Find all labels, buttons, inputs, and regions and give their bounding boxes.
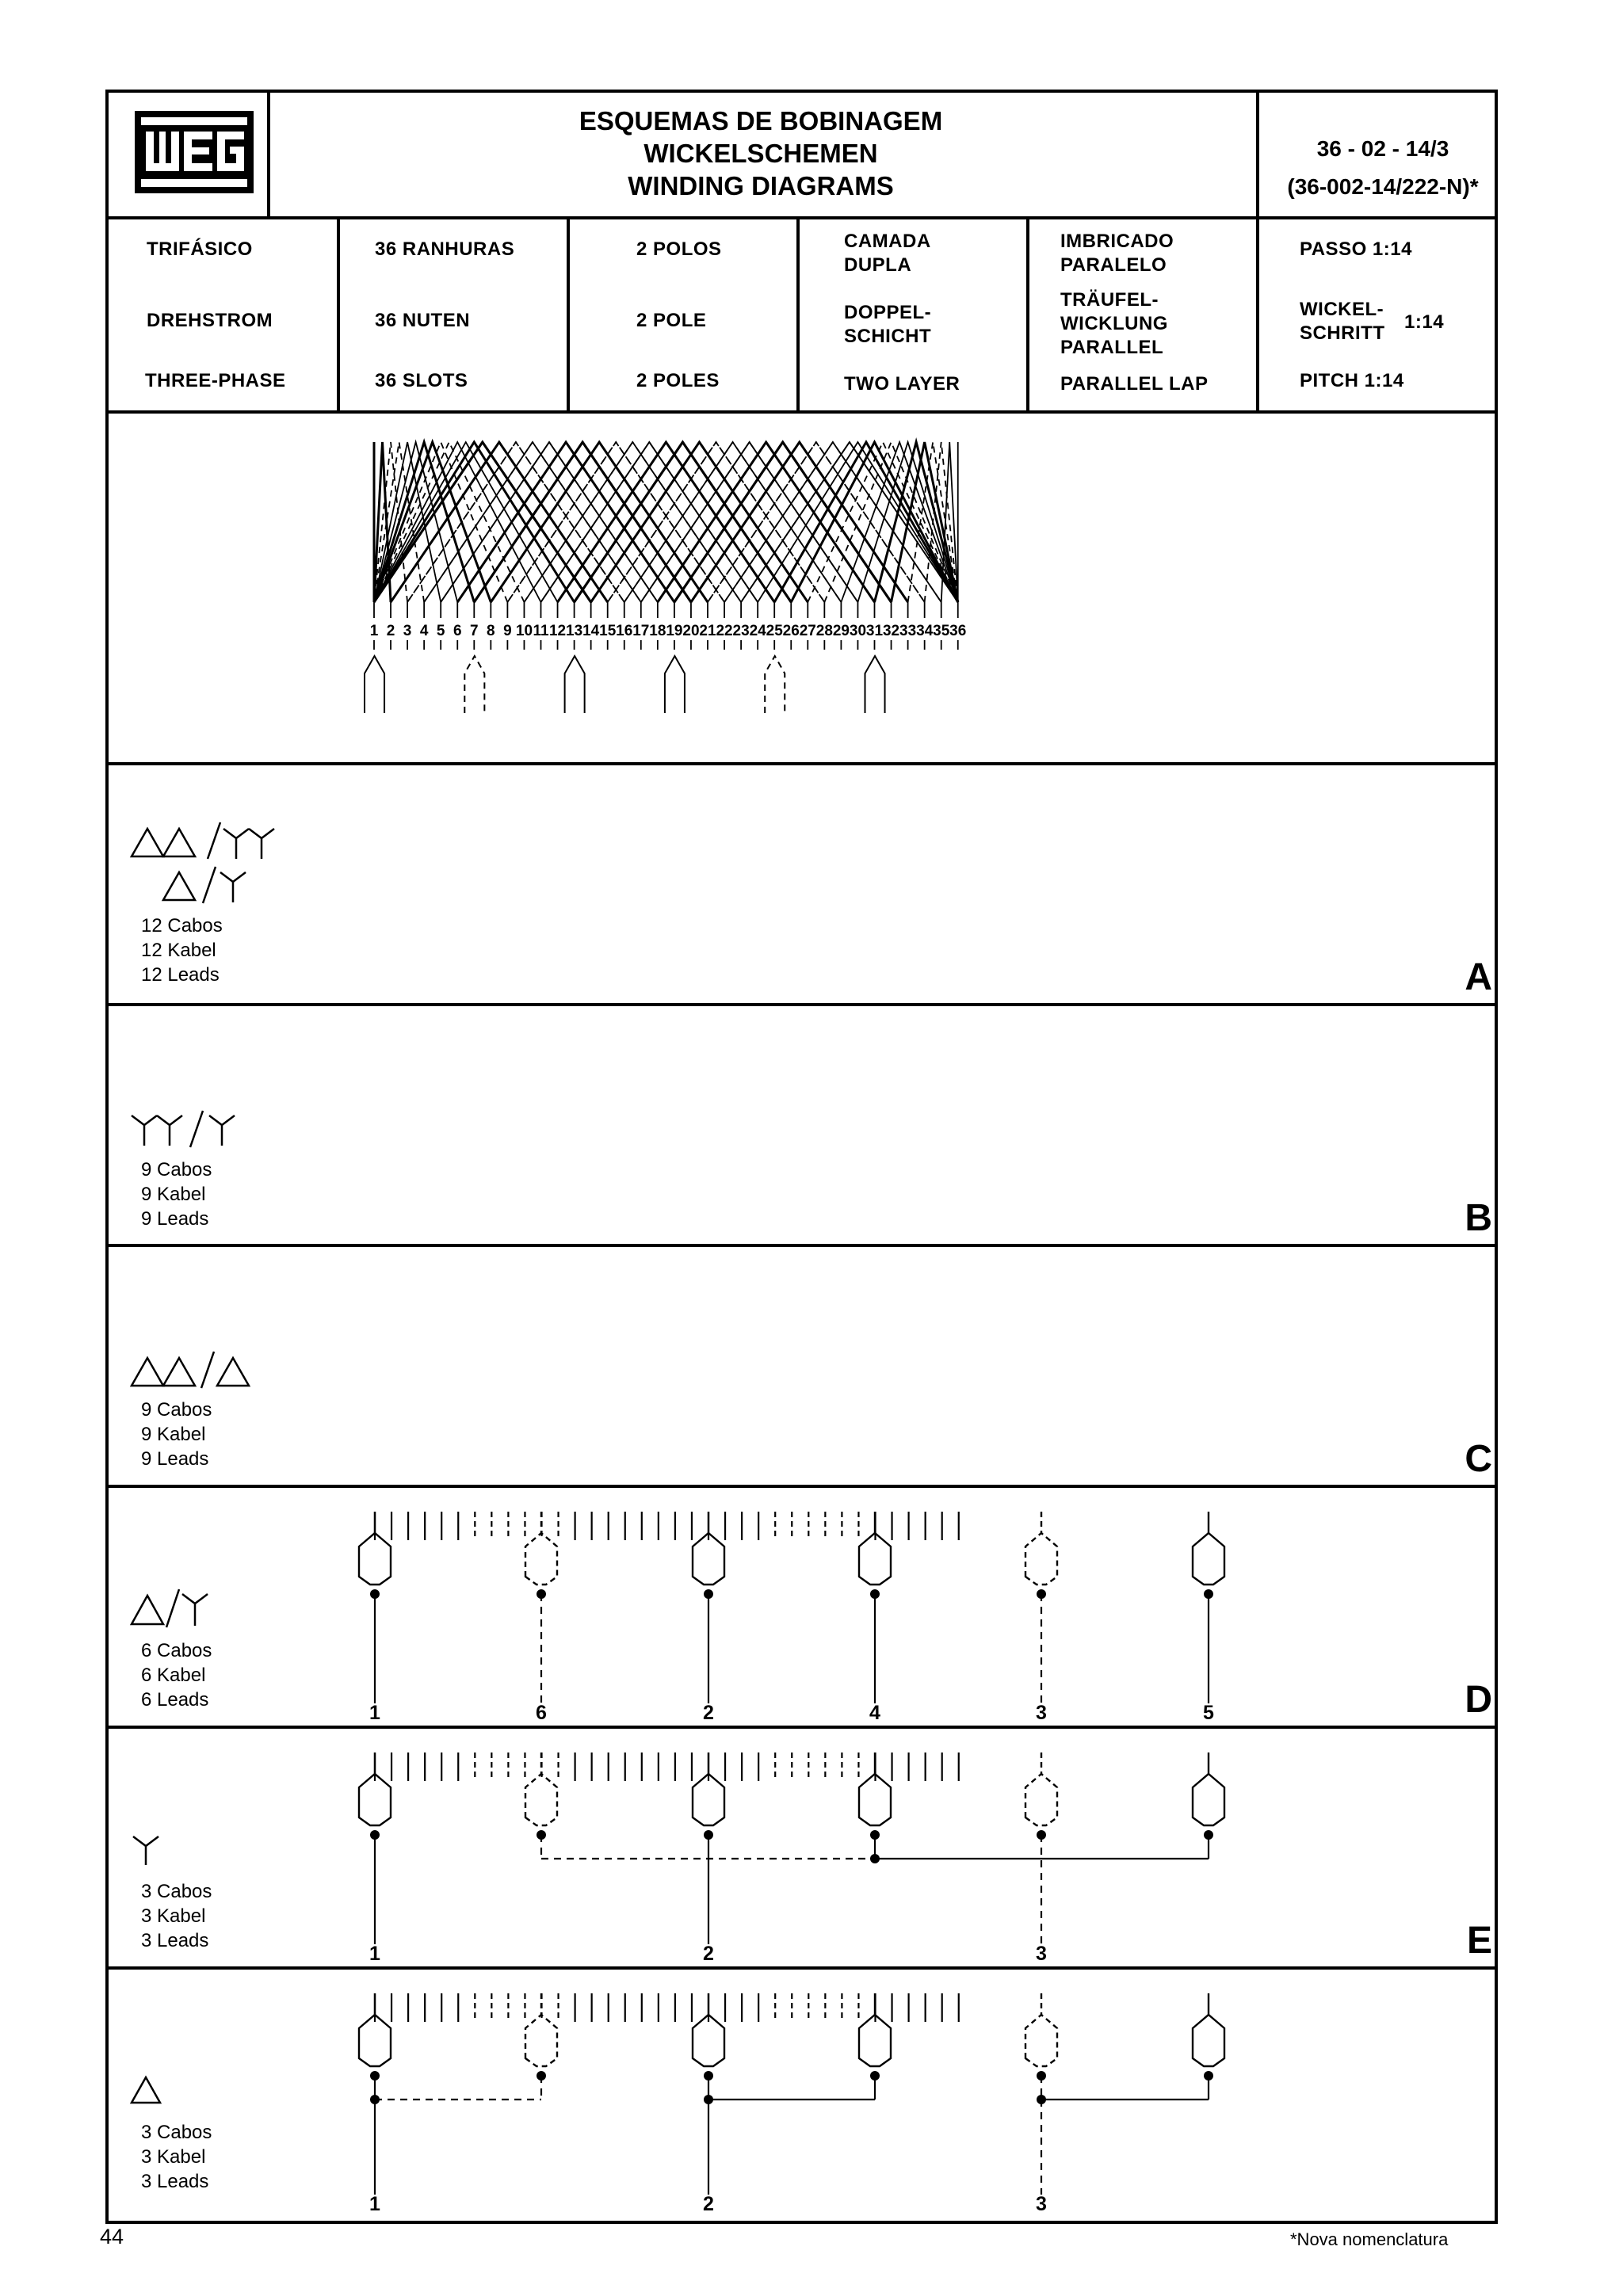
connection-diagram-e	[0, 1746, 1623, 1960]
slot-number: 12	[548, 623, 567, 639]
spec-phase-de: DREHSTROM	[147, 310, 273, 331]
spec-phase-en: THREE-PHASE	[145, 370, 286, 391]
section-letter-b: B	[1465, 1197, 1492, 1239]
group-lead	[765, 656, 785, 713]
rule	[105, 1966, 1498, 1970]
coil-group	[525, 2015, 557, 2066]
slot-number: 10	[515, 623, 533, 639]
lead-label: 5	[1203, 1702, 1214, 1719]
spec-layer-pt: CAMADA DUPLA	[844, 231, 931, 276]
slot-number: 25	[766, 623, 783, 639]
footnote: *Nova nomenclatura	[1290, 2229, 1449, 2249]
spec-winding-en: PARALLEL LAP	[1060, 373, 1209, 395]
cable-count-pt: 12 Cabos	[141, 915, 223, 936]
coil-group	[1193, 1774, 1224, 1825]
slot-number: 30	[849, 623, 867, 639]
cable-count-en: 3 Leads	[141, 2171, 209, 2192]
group-lead	[464, 656, 484, 713]
slot-number: 17	[632, 623, 650, 639]
connection-diagram-d	[0, 1505, 1623, 1719]
cable-count-en: 6 Leads	[141, 1689, 209, 1711]
slot-number: 2	[386, 623, 395, 639]
slot-number: 20	[682, 623, 700, 639]
cable-count-pt: 3 Cabos	[141, 2122, 212, 2143]
coil-group	[1025, 2015, 1057, 2066]
spec-pitch-de-value: 1:14	[1404, 311, 1445, 333]
rule	[337, 216, 340, 410]
lead-label: 1	[369, 2193, 380, 2215]
slot-number: 26	[782, 623, 800, 639]
group-lead	[865, 656, 885, 713]
slot-number: 32	[882, 623, 900, 639]
group-lead	[365, 656, 384, 713]
spec-poles-en: 2 POLES	[636, 370, 720, 391]
coil-group	[859, 2015, 891, 2066]
cable-count-de: 9 Kabel	[141, 1184, 206, 1205]
spec-slots-en: 36 SLOTS	[375, 370, 468, 391]
slot-number: 27	[799, 623, 816, 639]
spec-layer-de: DOPPEL- SCHICHT	[844, 302, 932, 347]
slot-number: 21	[699, 623, 716, 639]
spec-winding-de: TRÄUFEL- WICKLUNG PARALLEL	[1060, 289, 1168, 358]
junction-dot	[870, 1854, 880, 1863]
coil-group	[525, 1533, 557, 1585]
spec-pitch-de: WICKEL- SCHRITT	[1300, 299, 1385, 344]
page-number: 44	[100, 2225, 124, 2248]
slot-number: 4	[419, 623, 429, 639]
title-pt: ESQUEMAS DE BOBINAGEM	[579, 106, 943, 135]
rule	[796, 216, 800, 410]
lead-label: 2	[703, 1943, 714, 1960]
section-letter-c: C	[1465, 1438, 1492, 1480]
rule	[105, 1726, 1498, 1729]
spec-pitch-en: PITCH 1:14	[1300, 370, 1404, 391]
spec-winding-pt: IMBRICADO PARALELO	[1060, 231, 1174, 276]
diagram-code-new: (36-002-14/222-N)*	[1287, 174, 1479, 199]
cable-count-de: 3 Kabel	[141, 2146, 206, 2168]
rule	[1256, 90, 1259, 410]
slot-number: 9	[503, 623, 512, 639]
slot-number: 14	[582, 623, 600, 639]
cable-count-de: 9 Kabel	[141, 1424, 206, 1445]
cable-count-en: 9 Leads	[141, 1448, 209, 1470]
coil-group	[359, 1774, 391, 1825]
coil-group	[693, 1774, 724, 1825]
diagram-code: 36 - 02 - 14/3	[1316, 136, 1449, 161]
slot-number: 8	[487, 623, 495, 639]
cable-count-pt: 6 Cabos	[141, 1640, 212, 1661]
connection-symbol-a	[127, 821, 285, 912]
slot-number: 18	[649, 623, 666, 639]
rule	[267, 90, 270, 218]
spec-poles-de: 2 POLE	[636, 310, 707, 331]
section-letter-a: A	[1465, 956, 1492, 998]
cable-count-de: 12 Kabel	[141, 940, 216, 961]
coil-group	[1025, 1533, 1057, 1585]
winding-diagram	[0, 412, 1623, 761]
rule	[105, 1003, 1498, 1006]
lead-label: 3	[1036, 2193, 1047, 2215]
slot-number: 28	[815, 623, 833, 639]
title-de: WICKELSCHEMEN	[643, 139, 878, 168]
cable-count-de: 6 Kabel	[141, 1665, 206, 1686]
rule	[105, 216, 1498, 219]
coil-group	[1193, 2015, 1224, 2066]
spec-slots-pt: 36 RANHURAS	[375, 238, 515, 260]
slot-number: 15	[599, 623, 617, 639]
weg-logo	[135, 111, 254, 193]
cable-count-pt: 9 Cabos	[141, 1159, 212, 1180]
lead-label: 6	[536, 1702, 547, 1719]
slot-number: 22	[716, 623, 733, 639]
coil-group	[859, 1533, 891, 1585]
slot-number: 16	[616, 623, 633, 639]
coil-lines	[374, 442, 958, 602]
slot-number: 3	[403, 623, 412, 639]
coil-group	[1025, 1774, 1057, 1825]
slot-number: 36	[949, 623, 967, 639]
rule	[567, 216, 570, 410]
cable-count-de: 3 Kabel	[141, 1905, 206, 1927]
cable-count-pt: 3 Cabos	[141, 1881, 212, 1902]
slot-number: 33	[899, 623, 917, 639]
slot-number: 35	[933, 623, 950, 639]
lead-label: 4	[869, 1702, 880, 1719]
slot-number: 29	[832, 623, 850, 639]
coil-group	[693, 2015, 724, 2066]
lead-label: 1	[369, 1943, 380, 1960]
cable-count-en: 9 Leads	[141, 1208, 209, 1230]
rule	[105, 1244, 1498, 1247]
spec-slots-de: 36 NUTEN	[375, 310, 471, 331]
spec-pitch-pt: PASSO 1:14	[1300, 238, 1412, 260]
coil-group	[693, 1533, 724, 1585]
spec-poles-pt: 2 POLOS	[636, 238, 722, 260]
rule	[105, 1485, 1498, 1488]
lead-label: 2	[703, 1702, 714, 1719]
slot-number: 34	[916, 623, 934, 639]
section-letter-e: E	[1466, 1920, 1492, 1962]
title-en: WINDING DIAGRAMS	[628, 171, 894, 200]
slot-number: 11	[533, 623, 549, 639]
spec-phase-pt: TRIFÁSICO	[147, 238, 253, 260]
coil-group	[359, 1533, 391, 1585]
coil-group	[1193, 1533, 1224, 1585]
connection-symbol-b	[127, 1109, 254, 1153]
slot-number: 5	[436, 623, 445, 639]
lead-label: 2	[703, 2193, 714, 2215]
cable-count-en: 3 Leads	[141, 1930, 209, 1951]
slot-number: 13	[566, 623, 583, 639]
connection-symbol-c	[127, 1350, 254, 1394]
connection-diagram-f	[0, 1987, 1623, 2217]
slot-number: 7	[470, 623, 479, 639]
rule	[105, 762, 1498, 765]
coil-group	[525, 1774, 557, 1825]
group-lead	[565, 656, 585, 713]
slot-number: 31	[865, 623, 884, 639]
lead-label: 1	[369, 1702, 380, 1719]
lead-label: 3	[1036, 1702, 1047, 1719]
coil-group	[359, 2015, 391, 2066]
slot-number: 24	[749, 623, 766, 639]
slot-numbers	[370, 623, 967, 639]
slot-number: 1	[369, 623, 379, 639]
slot-number: 19	[666, 623, 683, 639]
coil-group	[859, 1774, 891, 1825]
cable-count-en: 12 Leads	[141, 964, 220, 986]
rule	[1026, 216, 1029, 410]
lead-label: 3	[1036, 1943, 1047, 1960]
section-letter-d: D	[1465, 1679, 1492, 1721]
cable-count-pt: 9 Cabos	[141, 1399, 212, 1421]
slot-number: 23	[732, 623, 750, 639]
group-lead	[665, 656, 685, 713]
slot-number: 6	[453, 623, 462, 639]
spec-layer-en: TWO LAYER	[844, 373, 960, 395]
